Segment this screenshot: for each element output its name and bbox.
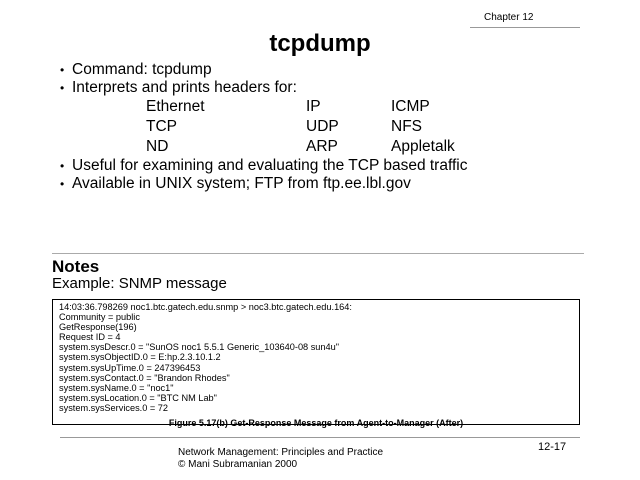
message-line: Community = public [59, 312, 140, 323]
page-number: 12-17 [538, 441, 567, 453]
protocol-item: Appletalk [391, 138, 455, 155]
protocol-item: IP [306, 98, 321, 115]
figure-caption: Figure 5.17(b) Get-Response Message from Agent-to-Manager (After) [168, 418, 464, 429]
bullet-text: Interprets and prints headers for: [72, 79, 297, 96]
protocol-item: Ethernet [146, 98, 205, 115]
protocol-item: ARP [306, 138, 338, 155]
message-line: system.sysName.0 = "noc1" [59, 382, 174, 393]
footer-credit [178, 447, 383, 471]
bullet-item [60, 157, 620, 175]
bullet-marker: • [60, 177, 65, 191]
copyright-notice: © Mani Subramanian 2000 [178, 459, 298, 470]
notes-heading: Notes [52, 257, 100, 276]
message-line: Request ID = 4 [59, 332, 121, 343]
protocol-item: ICMP [391, 98, 430, 115]
top-divider [470, 27, 580, 28]
protocol-item: ND [146, 138, 169, 155]
bullet-list [60, 61, 620, 193]
protocol-grid-row [60, 98, 620, 156]
notes-divider [52, 253, 584, 254]
message-line: GetResponse(196) [59, 322, 137, 333]
message-line: 14:03:36.798269 noc1.btc.gatech.edu.snmp > noc3.btc.gatech.edu.164: [59, 302, 352, 312]
chapter-label: Chapter 12 [484, 12, 534, 23]
bullet-text: Command: tcpdump [72, 61, 212, 78]
bullet-text: Available in UNIX system; FTP from ftp.ee.lbl.gov [72, 175, 411, 192]
bullet-marker: • [60, 81, 65, 95]
protocol-grid [146, 98, 620, 156]
bullet-marker: • [60, 63, 65, 77]
book-title: Network Management: Principles and Practice [178, 447, 384, 458]
slide-title: tcpdump [269, 30, 371, 57]
bullet-marker: • [60, 159, 65, 173]
message-line: system.sysLocation.0 = "BTC NM Lab" [59, 392, 217, 403]
bullet-item [60, 61, 620, 79]
message-line: system.sysDescr.0 = "SunOS noc1 5.5.1 Generic_103640-08 sun4u" [59, 342, 340, 353]
snmp-message-box [52, 299, 580, 429]
protocol-item: NFS [391, 118, 422, 135]
bullet-item [60, 79, 620, 97]
protocol-item: TCP [146, 118, 177, 135]
bullet-item [60, 175, 620, 193]
message-line: system.sysUpTime.0 = 247396453 [59, 362, 201, 373]
notes-subheading: Example: SNMP message [52, 275, 227, 292]
message-line: system.sysContact.0 = "Brandon Rhodes" [59, 372, 230, 383]
bullet-text: Useful for examining and evaluating the TCP based traffic [72, 157, 468, 174]
protocol-item: UDP [306, 118, 339, 135]
message-line: system.sysObjectID.0 = E:hp.2.3.10.1.2 [59, 352, 221, 363]
footer-divider [60, 437, 580, 438]
message-line: system.sysServices.0 = 72 [59, 402, 169, 413]
